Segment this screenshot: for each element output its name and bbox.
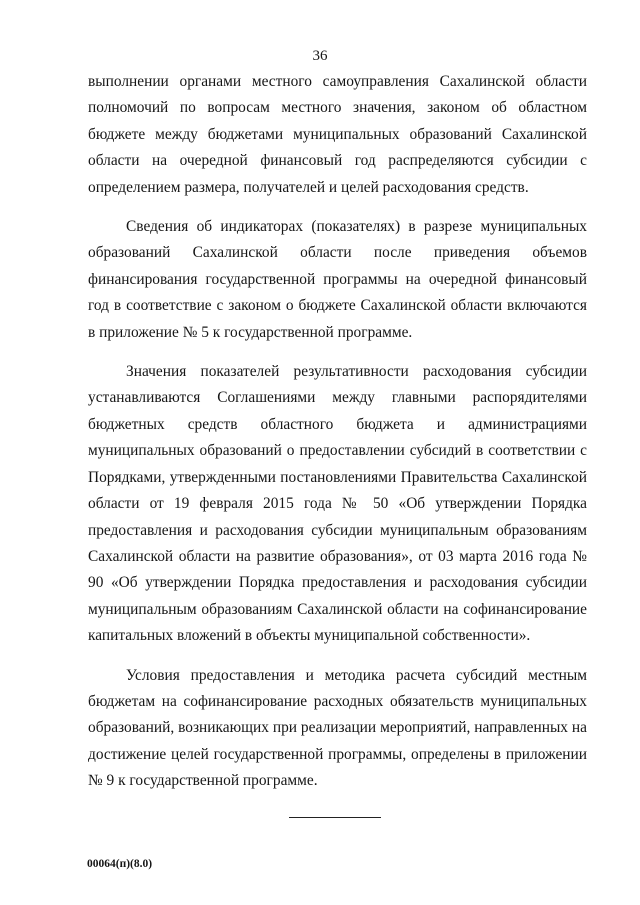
paragraph-continuation: выполнении органами местного самоуправления Сахалинской области полномочий по вопросам местного значения, законом об областном бюджете между бюджетами муниципальных образований Сахалинской области на очередной финансовый год распределяются субсидии с определением размера, получателей и целей расходования средств. [88, 73, 587, 196]
paragraph-subsidy-conditions: Условия предоставления и методика расчета субсидий местным бюджетам на софинансирование расходных обязательств муниципальных образований, возникающих при реализации мероприятий, направленных на достижение целей государственной программы, определены в приложении № 9 к государственной программе. [88, 666, 587, 790]
end-of-text-rule [289, 817, 381, 818]
document-code: 00064(п)(8.0) [87, 858, 153, 870]
page-number: 36 [312, 48, 328, 64]
document-body [88, 69, 587, 808]
paragraph-performance-values: Значения показателей результативности расходования субсидии устанавливаются Соглашениями между главными распорядителями бюджетных средств областного бюджета и администрациями муниципальных образований о предоставлении субсидий в соответствии с Порядками, утвержденными постановлениями Правительства Сахалинской области от 19 февраля 2015 года № 50 «Об утверждении Порядка предоставления и расходования субсидии муниципальным образованиям Сахалинской области на развитие образования», от 03 марта 2016 года № 90 «Об утверждении Порядка предоставления и расходования субсидии муниципальным образованиям Сахалинской области на софинансирование капитальных вложений в объекты муниципальной собственности». [88, 363, 587, 645]
paragraph-indicators: Сведения об индикаторах (показателях) в разрезе муниципальных образований Сахалинской области после приведения объемов финансирования государственной программы на очередной финансовый год в соответствие с законом о бюджете Сахалинской области включаются в приложение № 5 к государственной программе. [88, 218, 587, 341]
